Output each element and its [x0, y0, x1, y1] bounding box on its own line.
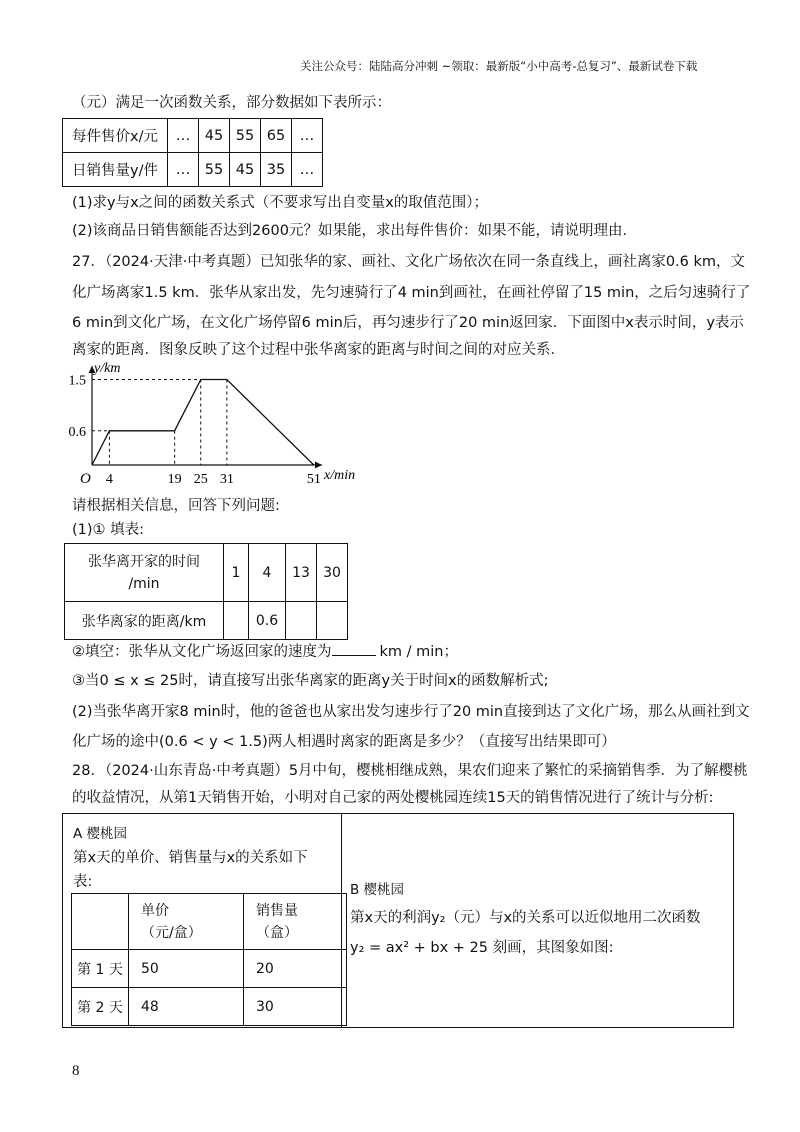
table-cell: 13 [286, 544, 317, 602]
q27-fill: ②填空：张华从文化广场返回家的速度为 km / min； [72, 641, 458, 662]
answer-blank[interactable] [332, 641, 376, 656]
table-cell[interactable] [286, 602, 317, 640]
q27-table [64, 543, 348, 640]
table-cell: 4 [249, 544, 286, 602]
distance-time-graph [60, 360, 380, 495]
table-cell: 30 [317, 544, 348, 602]
q28-box [62, 813, 734, 1028]
table-cell: … [292, 153, 323, 187]
x-tick-label: 51 [306, 472, 321, 487]
q27-line2: 化广场离家1.5 km．张华从家出发，先匀速骑行了4 min到画社，在画社停留了15 min，之后匀速骑行了 [72, 285, 751, 301]
day-cell: 第 2 天 [72, 988, 129, 1026]
page-header: 关注公众号：陆陆高分冲刺 ~领取：最新版“小中高考-总复习”、最新试卷下载 [300, 59, 698, 73]
y-axis-label: y/km [94, 361, 121, 376]
table-cell: 0.6 [249, 602, 286, 640]
y-tick-label: 0.6 [68, 424, 86, 440]
table-cell: … [292, 119, 323, 153]
q28-line1: 28．（2024·山东青岛·中考真题）5月中旬，樱桃相继成熟，果农们迎来了繁忙的采摘销售季．为了解樱桃 [72, 763, 748, 779]
page-number: 8 [72, 1063, 80, 1079]
x-axis-label: x/min [324, 468, 356, 483]
q27-item4a: (2)当张华离开家8 min时，他的爸爸也从家出发匀速步行了20 min直接到达了文化广场，那么从画社到文 [72, 704, 750, 720]
origin-label: O [80, 471, 91, 487]
orchard-a-desc1: 第x天的单价、销售量与x的关系如下 [73, 850, 308, 866]
orchard-a-desc2: 表: [73, 874, 93, 890]
orchard-a-title: A 樱桃园 [73, 826, 128, 842]
x-tick-label: 31 [219, 472, 234, 487]
table-cell: 55 [199, 153, 230, 187]
table-cell: … [168, 153, 199, 187]
q27-item4b: 化广场的途中(0.6 < y < 1.5)两人相遇时离家的距离是多少？（直接写出结果即可） [72, 734, 616, 750]
price-cell: 50 [129, 950, 244, 988]
q27-item3: ③当0 ≤ x ≤ 25时，请直接写出张华离家的距离y关于时间x的函数解析式; [72, 673, 549, 689]
x-tick-label: 25 [193, 472, 208, 487]
q27-line1: 27．（2024·天津·中考真题）已知张华的家、画社、文化广场依次在同一条直线上，画社离家0.6 km，文 [72, 254, 746, 270]
table-cell[interactable] [224, 602, 249, 640]
q26-row2-label: 日销售量y/件 [63, 153, 168, 187]
y-tick-label: 1.5 [68, 373, 86, 389]
q27-line4: 离家的距离．图象反映了这个过程中张华离家的距离与时间之间的对应关系． [72, 342, 565, 358]
orchard-a-table [71, 893, 347, 1026]
x-tick-label: 4 [105, 472, 113, 487]
q27-row2-label: 张华离家的距离/km [65, 602, 224, 640]
q26-row1-label: 每件售价x/元 [63, 119, 168, 153]
orchard-b-title: B 樱桃园 [350, 882, 405, 898]
q26-intro: （元）满足一次函数关系，部分数据如下表所示： [72, 95, 391, 111]
table-cell: … [168, 119, 199, 153]
q26-part2: (2)该商品日销售额能否达到2600元？如果能，求出每件售价：如果不能，请说明理由． [72, 223, 637, 239]
orchard-b-desc1: 第x天的利润y₂（元）与x的关系可以近似地用二次函数 [350, 910, 701, 926]
q27-row1-label: 张华离开家的时间 /min [65, 544, 224, 602]
orchard-b-desc2: y₂ = ax² + bx + 25 刻画，其图象如图: [350, 940, 614, 956]
price-cell: 48 [129, 988, 244, 1026]
q27-after-graph: 请根据相关信息，回答下列问题: [72, 498, 280, 514]
q26-table [62, 118, 323, 187]
table-row [72, 950, 347, 988]
q28-line2: 的收益情况，从第1天销售开始，小明对自己家的两处樱桃园连续15天的销售情况进行了统计与分析: [72, 790, 714, 806]
q27-sub1: (1)① 填表: [72, 522, 145, 538]
table-cell: 35 [261, 153, 292, 187]
day-cell: 第 1 天 [72, 950, 129, 988]
table-cell: 45 [199, 119, 230, 153]
table-cell[interactable] [317, 602, 348, 640]
x-tick-label: 19 [167, 472, 182, 487]
table-cell: 55 [230, 119, 261, 153]
table-cell: 65 [261, 119, 292, 153]
q26-part1: (1)求y与x之间的函数关系式（不要求写出自变量x的取值范围）； [72, 195, 489, 211]
table-row [72, 988, 347, 1026]
series-line [92, 380, 314, 466]
table-header-blank [72, 894, 129, 950]
q27-line3: 6 min到文化广场，在文化广场停留6 min后，再匀速步行了20 min返回家．下面图中x表示时间，y表示 [72, 315, 744, 331]
table-cell: 1 [224, 544, 249, 602]
sales-cell: 20 [244, 950, 347, 988]
header-price: 单价 （元/盒） [129, 894, 244, 950]
header-sales: 销售量 （盒） [244, 894, 347, 950]
table-cell: 45 [230, 153, 261, 187]
sales-cell: 30 [244, 988, 347, 1026]
